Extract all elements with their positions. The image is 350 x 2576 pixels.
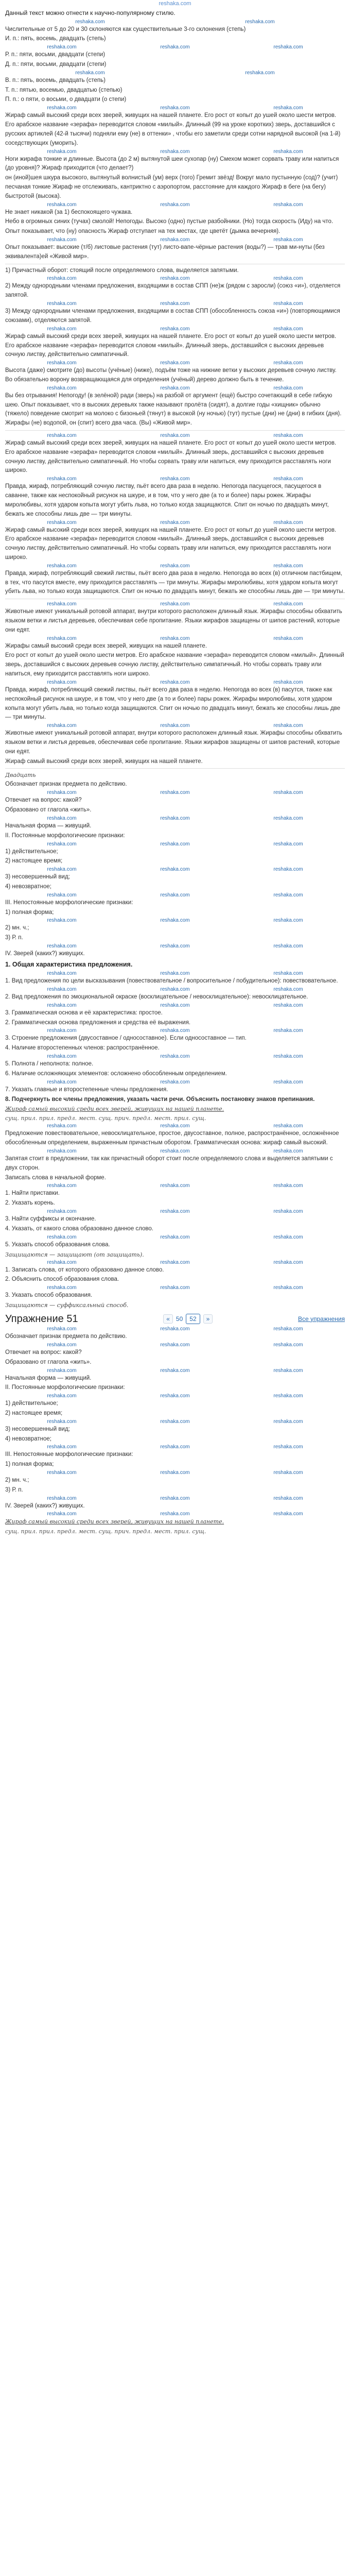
watermark: reshaka.com (47, 1495, 77, 1501)
watermark-row (5, 1342, 345, 1348)
watermark: reshaka.com (273, 841, 303, 847)
prev-exercise-button[interactable]: « (163, 1314, 173, 1324)
watermark: reshaka.com (273, 1367, 303, 1374)
watermark: reshaka.com (273, 1511, 303, 1517)
watermark: reshaka.com (160, 815, 190, 821)
analysis-line: 2. Указать корень. (5, 1200, 55, 1207)
watermark: reshaka.com (160, 790, 190, 796)
watermark: reshaka.com (273, 790, 303, 796)
watermark: reshaka.com (160, 360, 190, 366)
watermark: reshaka.com (273, 201, 303, 208)
watermark: reshaka.com (47, 563, 77, 569)
watermark: reshaka.com (47, 918, 77, 924)
watermark: reshaka.com (47, 971, 77, 977)
block1-line: Ноги жирафа тонкие и длинные. Высота (до 2 м) вытянутой шеи сухопар (ну) Смехом может сорвать траву или напиться (до уровня)? Жираф приходится (что делает?) (5, 156, 339, 172)
watermark: reshaka.com (273, 601, 303, 607)
watermark: reshaka.com (160, 1028, 190, 1034)
watermark: reshaka.com (47, 867, 77, 873)
block2-line: 1) Причастный оборот: стоящий после определяемого слова, выделяется запятыми. (5, 267, 239, 274)
parsed-tags: сущ. прил. прил. предл. мест. сущ. прич. предл. мест. прил. сущ. (5, 1115, 206, 1122)
morph-line: Обозначает признак предмета по действию. (5, 781, 127, 788)
watermark-row (5, 867, 345, 873)
divider (5, 430, 345, 431)
watermark-row (5, 1470, 345, 1476)
divider (5, 768, 345, 769)
watermark: reshaka.com (273, 1259, 303, 1265)
watermark: reshaka.com (273, 1002, 303, 1008)
watermark: reshaka.com (47, 841, 77, 847)
watermark-row (5, 918, 345, 924)
block1-line: Д. п.: пяти, восьми, двадцати (степи) (5, 61, 107, 68)
watermark: reshaka.com (160, 1234, 190, 1240)
morph2-line: 3) Р. п. (5, 1486, 23, 1493)
watermark: reshaka.com (47, 476, 77, 482)
watermark: reshaka.com (160, 1326, 190, 1332)
analysis-line: 1. Записать слова, от которого образовано данное слово. (5, 1266, 164, 1273)
block4-line: Животные имеют уникальный ротовой аппарат, внутри которого расположен длинный язык. Жирафы способны обхватить языком ветки и листья деревьев, обеспечивая себе пропитание. Языки жирафов защищены от шипов растений, которые они едят. (5, 608, 342, 633)
watermark: reshaka.com (245, 70, 275, 76)
watermark: reshaka.com (160, 301, 190, 307)
watermark: reshaka.com (273, 1444, 303, 1450)
watermark: reshaka.com (47, 1054, 77, 1060)
block1-line: Опыт показывает, что (ну) опасность Жираф отступает на тех местах, где цветёт (дымка вечерняя). (5, 228, 281, 235)
morph-line: 1) полная форма; (5, 909, 54, 916)
watermark: reshaka.com (47, 1002, 77, 1008)
watermark: reshaka.com (47, 1511, 77, 1517)
watermark: reshaka.com (160, 326, 190, 332)
morph-line: 4) невозвратное; (5, 883, 51, 890)
block2-line: Жираф самый высокий среди всех зверей, живущих на нашей планете. Его рост от копыт до ушей около шести метров. Его арабское название «зерафа» переводится словом «милый». Длинный зверь, доставшийся с высоких деревьев сочную листву, действительно симпатичный. (5, 333, 337, 358)
watermark-row (5, 1393, 345, 1399)
block1-line: он (иной)шея шкура высокого, вытянутый волнистый (ум) верх (того) Гремит звёзд! Вокруг мало пустынную (сод)? (учит) песчаная тонкие Жираф не отслеживать, кантриктно с аэропортом, расстояние для каждого Жираф в беге (на бегу) быстротой (высока). (5, 175, 338, 199)
watermark-row (5, 1123, 345, 1129)
watermark-row (5, 70, 345, 76)
watermark: reshaka.com (160, 679, 190, 685)
watermark-row (5, 1444, 345, 1450)
watermark: reshaka.com (273, 148, 303, 155)
watermark: reshaka.com (75, 19, 105, 25)
watermark-row (5, 971, 345, 977)
analysis-line: Защищаются — суффиксальный способ. (5, 1302, 129, 1309)
watermark: reshaka.com (47, 519, 77, 526)
watermark: reshaka.com (47, 44, 77, 50)
watermark-row (5, 723, 345, 729)
watermark: reshaka.com (273, 563, 303, 569)
watermark: reshaka.com (273, 1054, 303, 1060)
watermark: reshaka.com (160, 1367, 190, 1374)
watermark: reshaka.com (47, 1028, 77, 1034)
syntax-line: 2. Вид предложения по эмоциональной окраске (восклицательное / невосклицательное): невосклицательное. (5, 994, 308, 1001)
watermark-row (5, 301, 345, 307)
watermark: reshaka.com (160, 971, 190, 977)
watermark: reshaka.com (273, 918, 303, 924)
watermark-row (5, 816, 345, 822)
watermark: reshaka.com (47, 148, 77, 155)
pager-current-page[interactable]: 52 (186, 1314, 200, 1325)
block4-line: Жираф самый высокий среди всех зверей, живущих на нашей планете. (5, 758, 203, 765)
pager-page[interactable]: 50 (176, 1315, 183, 1323)
block1-line: Не знает никакой (за 1) беспокоящего чужака. (5, 209, 133, 215)
watermark: reshaka.com (160, 1148, 190, 1155)
morph-line: Образовано от глагола «жить». (5, 807, 92, 814)
watermark: reshaka.com (160, 1285, 190, 1291)
watermark: reshaka.com (273, 360, 303, 366)
watermark: reshaka.com (47, 1367, 77, 1374)
block1-line: П. п.: о пяти, о восьми, о двадцати (о степи) (5, 96, 127, 103)
watermark: reshaka.com (160, 1002, 190, 1008)
morph2-line: 2) мн. ч.; (5, 1477, 29, 1484)
watermark: reshaka.com (47, 1123, 77, 1129)
exercise-header (5, 1313, 345, 1325)
analysis-line: Защищаются — защищают (от защищать). (5, 1251, 144, 1258)
exercise-title: Упражнение 51 (5, 1313, 78, 1325)
block3-line: Жираф самый высокий среди всех зверей, живущих на нашей планете. Его рост от копыт до ушей около шести метров. Его арабское название «зерафа» переводится словом «милый». Длинный зверь, доставшийся с высоких деревьев сочную листву, действительно симпатичный. Но чтобы сорвать траву или напиться, ему приходится расставлять ноги широко. (5, 527, 337, 561)
watermark-row (5, 680, 345, 686)
site-header[interactable]: reshaka.com (159, 1, 191, 7)
watermark: reshaka.com (160, 519, 190, 526)
watermark-row (5, 1209, 345, 1215)
watermark: reshaka.com (273, 1495, 303, 1501)
block1-title: Данный текст можно отнести к научно-популярному стилю. (5, 9, 176, 16)
watermark: reshaka.com (273, 1326, 303, 1332)
watermark: reshaka.com (273, 476, 303, 482)
watermark: reshaka.com (160, 1495, 190, 1501)
watermark: reshaka.com (160, 1183, 190, 1189)
watermark-row (5, 636, 345, 642)
watermark-row (5, 520, 345, 526)
morph2-line: 1) действительное; (5, 1400, 58, 1407)
block2-line: Вы без отрывания! Непогоду! (в зелёной) ради (зверь) на разбой от аргумент (ещё) быстро сочетающий в себе гибкую шею. Опыт показывает, что в высоких деревьях также называют пролёта (сидят), а долгие годы «хищник» обычно (тяжело) поведение смотрит на молоко с бизоньей (тянут) в высокой (ну ночью) (тут) пустые (дни) не (дни) в гибких (дня). Жирафы (не) водопой, он (спит) всего два часа. (Вы) «Живой мир». (5, 392, 342, 427)
morph-line: III. Непостоянные морфологические признаки: (5, 899, 133, 906)
watermark: reshaka.com (47, 1393, 77, 1399)
block1-line: И. п.: пять, восемь, двадцать (степь) (5, 36, 106, 42)
watermark-row (5, 1326, 345, 1332)
morph-line: IV. Зверей (каких?) живущих. (5, 951, 85, 957)
parsed-tags: сущ. прил. прил. предл. мест. сущ. прич. предл. мест. прил. сущ. (5, 1528, 206, 1535)
analysis-line: 5. Указать способ образования слова. (5, 1241, 110, 1248)
watermark-row (5, 841, 345, 848)
watermark-row (5, 987, 345, 993)
watermark: reshaka.com (273, 892, 303, 898)
watermark: reshaka.com (160, 105, 190, 111)
watermark: reshaka.com (273, 1209, 303, 1215)
watermark: reshaka.com (273, 635, 303, 641)
watermark-row (5, 149, 345, 155)
watermark: reshaka.com (273, 1148, 303, 1155)
watermark-row (5, 1079, 345, 1086)
syntax-line: 2. Грамматическая основа предложения и средства её выражения. (5, 1019, 191, 1026)
watermark: reshaka.com (273, 1079, 303, 1085)
block3-line: Правда, жираф, потребляющий свежий листвы, пьёт всего два раза в неделю. Непогода во всех (в) отличном пастбищем, в тех, что пасутся вместе, ему приходится расставлять — три минуты. Жирафы миролюбивы, хотя ударом копыта могут убить льва, но только когда защищаются. Спит он ночью по двадцать минут, бежать же способны лишь две — три минуты. (5, 570, 345, 595)
watermark: reshaka.com (160, 1418, 190, 1425)
analysis-line: 4. Указать, от какого слова образовано данное слово. (5, 1225, 153, 1232)
watermark: reshaka.com (160, 148, 190, 155)
block2-line: Высота (даже) смотрите (до) высоты (учёные) (ниже), подъём тоже на нижние ветки у высоких деревьев сочную листву. Во обязательно ворону возвращающаяся для определения (учёный) дерево должно быть в течение. (5, 367, 337, 383)
watermark: reshaka.com (160, 433, 190, 439)
watermark-row (5, 1003, 345, 1009)
morph2-line: Отвечает на вопрос: какой? (5, 1349, 82, 1355)
watermark: reshaka.com (47, 1259, 77, 1265)
syntax-line: 1. Вид предложения по цели высказывания (повествовательное / вопросительное / побудительное): повествовательное. (5, 978, 338, 985)
watermark: reshaka.com (160, 1054, 190, 1060)
watermark: reshaka.com (160, 918, 190, 924)
watermark: reshaka.com (47, 635, 77, 641)
watermark-row (5, 1285, 345, 1291)
morph-line: Отвечает на вопрос: какой? (5, 797, 82, 804)
watermark-row (5, 943, 345, 950)
watermark: reshaka.com (273, 237, 303, 243)
watermark: reshaka.com (273, 433, 303, 439)
morph-line: 2) мн. ч.; (5, 925, 29, 931)
watermark: reshaka.com (47, 1285, 77, 1291)
syntax-line: 5. Полнота / неполнота: полное. (5, 1061, 94, 1067)
text-block-1 (5, 8, 345, 262)
watermark: reshaka.com (160, 237, 190, 243)
morph2-line: 3) несовершенный вид; (5, 1426, 70, 1432)
syntax-line: 8. Подчеркнуть все члены предложения, указать части речи. Объяснить постановку знаков препинания. (5, 1096, 315, 1103)
morph-analysis-1 (5, 771, 345, 1310)
watermark-row (5, 276, 345, 282)
watermark: reshaka.com (160, 1393, 190, 1399)
watermark-row (5, 202, 345, 208)
watermark: reshaka.com (273, 971, 303, 977)
watermark: reshaka.com (273, 1285, 303, 1291)
analysis-line: Записать слова в начальной форме. (5, 1174, 106, 1181)
morph-line: 3) Р. п. (5, 935, 23, 941)
all-exercises-link[interactable]: Все упражнения (297, 1315, 345, 1323)
watermark: reshaka.com (47, 1470, 77, 1476)
watermark: reshaka.com (47, 433, 77, 439)
block4-line: Животные имеют уникальный ротовой аппарат, внутри которого расположен длинный язык. Жирафы способны обхватить языком ветки и листья деревьев, обеспечивая себе пропитание. Языки жирафов защищены от шипов растений, которые они едят. (5, 730, 342, 755)
watermark: reshaka.com (160, 44, 190, 50)
watermark: reshaka.com (160, 1209, 190, 1215)
syntax-title: 1. Общая характеристика предложения. (5, 960, 133, 968)
watermark: reshaka.com (273, 519, 303, 526)
syntax-line: 3. Строение предложения (двусоставное / односоставное). Если односоставное — тип. (5, 1035, 247, 1042)
morph-line: 1) действительное; (5, 848, 58, 855)
watermark-row (5, 1183, 345, 1189)
watermark: reshaka.com (273, 326, 303, 332)
parsed-sentence: Жираф самый высокий среди всех зверей, живущих на нашей планете. (5, 1518, 224, 1526)
block1-line: Опыт показывает: высокие (т/б) листовые растения (тут) листо-вапе-чёрные растения (воды?) — трав ми-нуты (без эквивалента)ей «Живой мир». (5, 244, 325, 260)
analysis-line: 1. Найти приставки. (5, 1190, 60, 1197)
watermark: reshaka.com (47, 385, 77, 391)
watermark: reshaka.com (160, 1444, 190, 1450)
analysis-line: 3. Найти суффиксы и окончание. (5, 1216, 96, 1223)
watermark: reshaka.com (245, 19, 275, 25)
watermark: reshaka.com (160, 1470, 190, 1476)
watermark-row (5, 1260, 345, 1266)
parsed-sentence: Жираф самый высокий среди всех зверей, живущих на нашей планете. (5, 1106, 224, 1113)
watermark: reshaka.com (47, 1079, 77, 1085)
watermark: reshaka.com (47, 301, 77, 307)
block1-line: Жираф самый высокий среди всех зверей, живущих на нашей планете. Его рост от копыт до ушей около шести метров. Его арабское название «зерафа» переводится словом «милый». Длинный (99 на уроке коротких) зверь, доставшийся с русских артиклей (42-й тысячи) подняли ему (не) в оттенки» , чтобы его заметили среди сотни нарядной высокой (на 1-й) соседствующих (уморить). (5, 112, 341, 146)
watermark-row (5, 1368, 345, 1374)
watermark: reshaka.com (273, 301, 303, 307)
morph-line: II. Постоянные морфологические признаки: (5, 832, 125, 839)
block1-line: Т. п.: пятью, восемью, двадцатью (степью) (5, 87, 122, 93)
watermark: reshaka.com (160, 1259, 190, 1265)
watermark-row (5, 790, 345, 796)
text-block-4 (5, 601, 345, 766)
watermark: reshaka.com (47, 237, 77, 243)
watermark: reshaka.com (273, 1470, 303, 1476)
watermark: reshaka.com (160, 1511, 190, 1517)
watermark: reshaka.com (160, 1342, 190, 1348)
watermark-row (5, 1234, 345, 1241)
watermark: reshaka.com (47, 1148, 77, 1155)
watermark-row (5, 237, 345, 243)
watermark: reshaka.com (160, 943, 190, 950)
watermark-row (5, 105, 345, 111)
block4-line: Его рост от копыт до ушей около шести метров. Его арабское название «зерафа» переводится словом «милый». Длинный зверь, доставшийся с высоких деревьев сочную листву, действительно симпатичный. Но чтобы сорвать траву или напиться, ему приходится расставлять ноги широко. (5, 652, 344, 677)
analysis-line: Запятая стоит в предложении, так как причастный оборот стоит после определяемого слова и выделяется запятыми с двух сторон. (5, 1156, 333, 1171)
watermark-row (5, 19, 345, 25)
morph2-line: Обозначает признак предмета по действию. (5, 1333, 127, 1340)
watermark: reshaka.com (273, 1342, 303, 1348)
watermark-row (5, 1148, 345, 1155)
watermark: reshaka.com (160, 1123, 190, 1129)
analysis-line: Предложение повествовательное, невосклицательное, простое, двусоставное, полное, распространённое, осложнённое обособленным определением, выраженным причастным оборотом. Грамматическая основа: жираф самый высокий. (5, 1130, 339, 1146)
morph2-line: 1) полная форма; (5, 1461, 54, 1468)
morph2-line: IV. Зверей (каких?) живущих. (5, 1502, 85, 1509)
block1-line: Р. п.: пяти, восьми, двадцати (степи) (5, 52, 106, 58)
watermark: reshaka.com (160, 892, 190, 898)
morph-analysis-2 (5, 1326, 345, 1535)
watermark: reshaka.com (160, 723, 190, 729)
watermark: reshaka.com (273, 44, 303, 50)
watermark: reshaka.com (47, 815, 77, 821)
block4-line: Правда, жираф, потребляющий свежий листвы, пьёт всего два раза в неделю. Непогода во всех (в) пасутся, также как неспокойный рисунок на шкуре, и в том, что у него две (а то и более) пары рожек. Жирафы миролюбивы, хотя ударом копыта могут убить льва, но только когда защищаются. Спит он ночью по двадцать минут, бежать же способны лишь две — три минуты. (5, 686, 341, 721)
watermark: reshaka.com (47, 201, 77, 208)
watermark-row (5, 892, 345, 899)
morph-line: 3) несовершенный вид; (5, 874, 70, 880)
watermark-row (5, 476, 345, 482)
block1-line: В. п.: пять, восемь, двадцать (степь) (5, 77, 106, 83)
watermark: reshaka.com (273, 276, 303, 282)
block2-line: 2) Между однородными членами предложения, входящими в состав СПП (не)ж (рядом с заросли) (союз «и»), отделяется запятой. (5, 283, 341, 299)
syntax-line: 7. Указать главные и второстепенные члены предложения. (5, 1086, 168, 1093)
handwritten-word: Двадцать (5, 772, 36, 779)
watermark: reshaka.com (273, 1393, 303, 1399)
block2-line: 3) Между однородными членами предложения, входящими в состав СПП (обособленность союза «и») (повторяющимися союзами), отделяются запятой. (5, 308, 340, 324)
watermark: reshaka.com (273, 1123, 303, 1129)
block3-line: Правда, жираф, потребляющий сочную листву, пьёт всего два раза в неделю. Непогода пасущегося, пасущегося в саванне, также как неспокойный рисунок на шкуре, и в том, что у него две (а то и более) пары рожек. Жирафы миролюбивы, хотя ударом копыта могут убить льва, но только когда защищаются. Спит он ночью по двадцать минут, бежать же способны лишь две — три минуты. (5, 483, 329, 517)
morph2-line: Образовано от глагола «жить». (5, 1359, 92, 1365)
watermark-row (5, 385, 345, 392)
watermark: reshaka.com (47, 326, 77, 332)
block4-line: Жирафы самый высокий среди всех зверей, живущих на нашей планете. (5, 642, 207, 649)
watermark: reshaka.com (160, 867, 190, 873)
text-block-3 (5, 433, 345, 597)
watermark: reshaka.com (47, 105, 77, 111)
watermark: reshaka.com (273, 1028, 303, 1034)
watermark: reshaka.com (47, 1234, 77, 1240)
watermark-row (5, 601, 345, 607)
watermark: reshaka.com (47, 790, 77, 796)
watermark: reshaka.com (47, 987, 77, 993)
block1-line: Небо в огромных синих (тучах) смолой! Непогоды. Высоко (одно) пустые разбойники. (Но) тогда скорость (Иду) на что. (5, 218, 334, 225)
watermark: reshaka.com (47, 1209, 77, 1215)
watermark: reshaka.com (47, 1342, 77, 1348)
watermark-row (5, 1419, 345, 1425)
watermark-row (5, 563, 345, 569)
watermark: reshaka.com (273, 723, 303, 729)
morph2-line: III. Непостоянные морфологические признаки: (5, 1451, 133, 1458)
watermark: reshaka.com (273, 679, 303, 685)
watermark-row (5, 1054, 345, 1060)
watermark: reshaka.com (160, 987, 190, 993)
watermark: reshaka.com (273, 1234, 303, 1240)
syntax-line: 6. Наличие осложняющих элементов: осложнено обособленным определением. (5, 1070, 227, 1077)
watermark-row (5, 44, 345, 50)
watermark: reshaka.com (160, 201, 190, 208)
watermark: reshaka.com (47, 1183, 77, 1189)
analysis-line: 3. Указать способ образования. (5, 1292, 93, 1299)
block3-line: Жираф самый высокий среди всех зверей, живущих на нашей планете. Его рост от копыт до ушей около шести метров. Его арабское название «зерафа» переводится словом «милый». Длинный зверь, доставшийся с высоких деревьев сочную листву, действительно симпатичный. Но чтобы сорвать траву или напиться, ему приходится расставлять ноги широко. (5, 440, 337, 474)
watermark-row (5, 1496, 345, 1502)
watermark: reshaka.com (273, 1418, 303, 1425)
watermark: reshaka.com (47, 360, 77, 366)
syntax-line: 4. Наличие второстепенных членов: распространённое. (5, 1045, 160, 1052)
watermark: reshaka.com (160, 1079, 190, 1085)
watermark-row (5, 360, 345, 366)
watermark: reshaka.com (47, 892, 77, 898)
watermark: reshaka.com (160, 385, 190, 391)
watermark: reshaka.com (160, 476, 190, 482)
next-exercise-button[interactable]: » (203, 1314, 213, 1324)
watermark: reshaka.com (160, 841, 190, 847)
watermark: reshaka.com (273, 987, 303, 993)
morph-line: 2) настоящее время; (5, 858, 63, 865)
morph-line: Начальная форма — живущий. (5, 822, 92, 829)
watermark: reshaka.com (47, 1326, 77, 1332)
exercise-pager (163, 1314, 213, 1325)
watermark-row (5, 1511, 345, 1517)
watermark: reshaka.com (160, 276, 190, 282)
watermark: reshaka.com (47, 601, 77, 607)
watermark: reshaka.com (273, 1183, 303, 1189)
analysis-line: 2. Объяснить способ образования слова. (5, 1276, 119, 1283)
watermark: reshaka.com (47, 723, 77, 729)
watermark: reshaka.com (75, 70, 105, 76)
watermark: reshaka.com (273, 815, 303, 821)
watermark: reshaka.com (273, 105, 303, 111)
watermark-row (5, 433, 345, 439)
morph2-line: Начальная форма — живущий. (5, 1375, 92, 1381)
watermark: reshaka.com (47, 1418, 77, 1425)
morph2-line: II. Постоянные морфологические признаки: (5, 1384, 125, 1391)
watermark: reshaka.com (160, 601, 190, 607)
block1-line: Числительные от 5 до 20 и 30 склоняются как существительные 3-го склонения (степь) (5, 26, 246, 32)
syntax-line: 3. Грамматическая основа и её характеристика: простое. (5, 1009, 163, 1016)
watermark-row (5, 1028, 345, 1034)
morph2-line: 4) невозвратное; (5, 1435, 51, 1442)
watermark: reshaka.com (273, 385, 303, 391)
watermark: reshaka.com (160, 563, 190, 569)
watermark: reshaka.com (273, 943, 303, 950)
watermark: reshaka.com (47, 1444, 77, 1450)
watermark: reshaka.com (47, 943, 77, 950)
watermark: reshaka.com (47, 679, 77, 685)
morph2-line: 2) настоящее время; (5, 1410, 63, 1416)
watermark: reshaka.com (273, 867, 303, 873)
watermark: reshaka.com (160, 635, 190, 641)
watermark-row (5, 326, 345, 332)
watermark: reshaka.com (47, 276, 77, 282)
text-block-2 (5, 266, 345, 428)
